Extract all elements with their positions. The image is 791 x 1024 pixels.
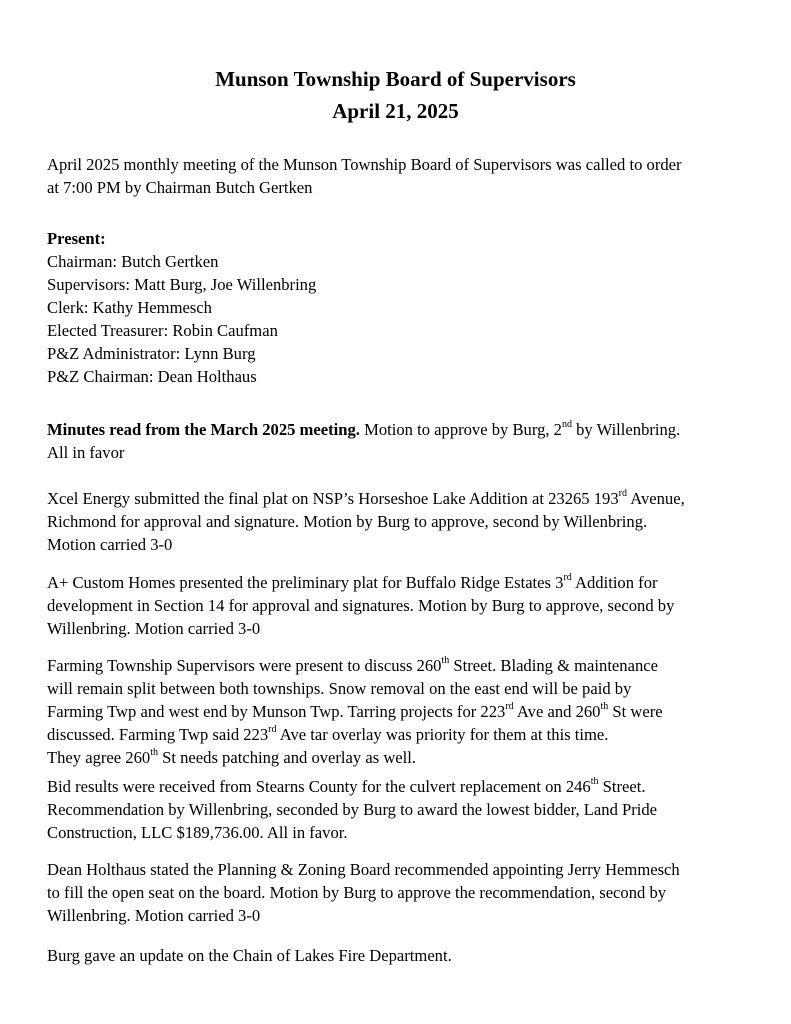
paragraph-line: Farming Twp and west end by Munson Twp. Tarring projects for 223rd Ave and 260th St were bbox=[47, 701, 663, 721]
paragraph-line: Richmond for approval and signature. Motion by Burg to approve, second by Willenbring. bbox=[47, 512, 648, 531]
paragraph-line: will remain split between both townships. Snow removal on the east end will be paid by bbox=[47, 679, 632, 698]
minutes-line: All in favor bbox=[47, 443, 125, 462]
minutes-paragraph bbox=[47, 418, 757, 464]
paragraph-line: development in Section 14 for approval and signatures. Motion by Burg to approve, second by bbox=[47, 596, 675, 615]
paragraph-line: Farming Township Supervisors were present to discuss 260th Street. Blading & maintenance bbox=[47, 655, 658, 675]
bid-paragraph bbox=[47, 775, 757, 844]
attendee-item: Chairman: Butch Gertken bbox=[47, 252, 219, 271]
attendee-item: P&Z Administrator: Lynn Burg bbox=[47, 344, 256, 363]
aplus-paragraph bbox=[47, 571, 757, 640]
paragraph-line: to fill the open seat on the board. Motion by Burg to approve the recommendation, second by bbox=[47, 883, 667, 902]
paragraph-line: Motion carried 3-0 bbox=[47, 535, 173, 554]
attendee-item: P&Z Chairman: Dean Holthaus bbox=[47, 367, 257, 386]
intro-paragraph bbox=[47, 153, 757, 199]
paragraph-line: They agree 260th St needs patching and overlay as well. bbox=[47, 747, 417, 767]
present-section bbox=[47, 227, 757, 388]
paragraph-line: Construction, LLC $189,736.00. All in favor. bbox=[47, 823, 348, 842]
dean-paragraph bbox=[47, 858, 757, 927]
paragraph-line: Willenbring. Motion carried 3-0 bbox=[47, 619, 261, 638]
present-heading: Present: bbox=[47, 229, 106, 248]
minutes-line: Minutes read from the March 2025 meeting. Motion to approve by Burg, 2nd by Willenbring. bbox=[47, 419, 681, 439]
paragraph-line: Xcel Energy submitted the final plat on NSP’s Horseshoe Lake Addition at 23265 193rd Avenue, bbox=[47, 488, 685, 508]
paragraph-line: Recommendation by Willenbring, seconded by Burg to award the lowest bidder, Land Pride bbox=[47, 800, 658, 819]
meeting-date: April 21, 2025 bbox=[332, 99, 459, 123]
paragraph-line: discussed. Farming Twp said 223rd Ave tar overlay was priority for them at this time. bbox=[47, 724, 609, 744]
attendee-item: Supervisors: Matt Burg, Joe Willenbring bbox=[47, 275, 317, 294]
paragraph-line: A+ Custom Homes presented the preliminary plat for Buffalo Ridge Estates 3rd Addition for bbox=[47, 572, 658, 592]
paragraph-line: Willenbring. Motion carried 3-0 bbox=[47, 906, 261, 925]
intro-line: April 2025 monthly meeting of the Munson Township Board of Supervisors was called to order bbox=[47, 155, 682, 174]
attendee-item: Elected Treasurer: Robin Caufman bbox=[47, 321, 278, 340]
intro-line: at 7:00 PM by Chairman Butch Gertken bbox=[47, 178, 313, 197]
farming-paragraph bbox=[47, 654, 757, 769]
document-title: Munson Township Board of Supervisors bbox=[215, 67, 576, 91]
attendee-item: Clerk: Kathy Hemmesch bbox=[47, 298, 212, 317]
fire-paragraph: Burg gave an update on the Chain of Lakes Fire Department. bbox=[47, 946, 452, 965]
xcel-paragraph bbox=[47, 487, 757, 556]
paragraph-line: Dean Holthaus stated the Planning & Zoning Board recommended appointing Jerry Hemmesch bbox=[47, 860, 680, 879]
minutes-heading: Minutes read from the March 2025 meeting. bbox=[47, 420, 360, 439]
paragraph-line: Bid results were received from Stearns County for the culvert replacement on 246th Street. bbox=[47, 776, 646, 796]
